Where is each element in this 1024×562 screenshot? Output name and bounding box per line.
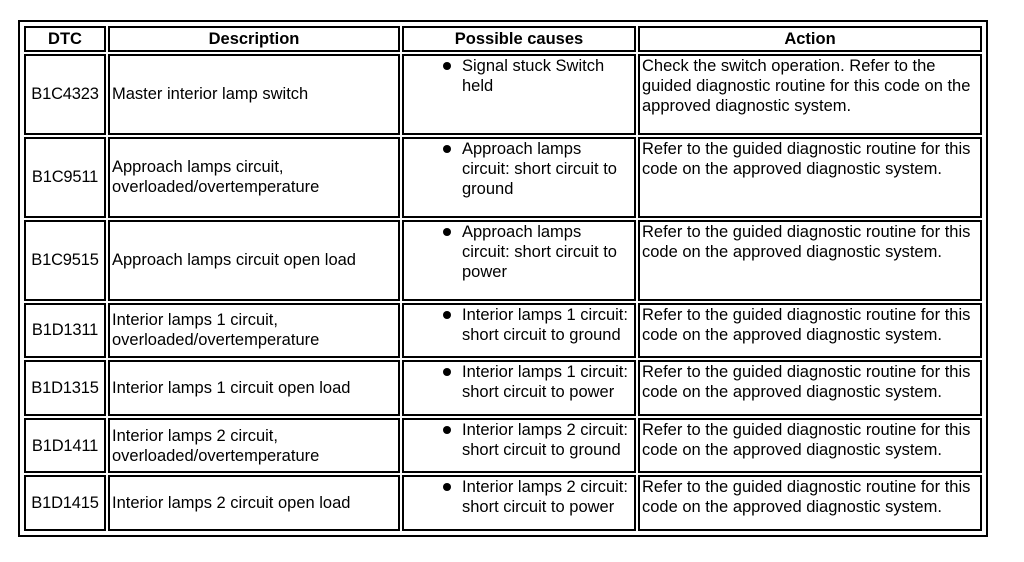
cause-text: Approach lamps circuit: short circuit to ground <box>462 139 617 198</box>
bullet-icon <box>443 483 451 491</box>
possible-cause <box>402 303 636 359</box>
possible-cause <box>402 54 636 135</box>
cause-text: Interior lamps 1 circuit: short circuit to ground <box>462 305 628 344</box>
dtc-table-frame <box>18 20 988 537</box>
possible-cause <box>402 360 636 416</box>
header-possible-causes: Possible causes <box>402 26 636 52</box>
description: Approach lamps circuit open load <box>108 220 400 301</box>
description: Master interior lamp switch <box>108 54 400 135</box>
dtc-code: B1D1311 <box>24 303 106 359</box>
dtc-code: B1C4323 <box>24 54 106 135</box>
cause-text: Approach lamps circuit: short circuit to power <box>462 222 617 281</box>
dtc-code: B1C9515 <box>24 220 106 301</box>
dtc-code: B1D1415 <box>24 475 106 531</box>
action: Refer to the guided diagnostic routine for this code on the approved diagnostic system. <box>638 475 982 531</box>
bullet-icon <box>443 145 451 153</box>
bullet-icon <box>443 62 451 70</box>
table-row <box>24 54 982 135</box>
cause-text: Interior lamps 2 circuit: short circuit to ground <box>462 420 628 459</box>
table-row <box>24 303 982 359</box>
header-action: Action <box>638 26 982 52</box>
action: Refer to the guided diagnostic routine for this code on the approved diagnostic system. <box>638 137 982 218</box>
table-row <box>24 137 982 218</box>
bullet-icon <box>443 368 451 376</box>
action: Refer to the guided diagnostic routine for this code on the approved diagnostic system. <box>638 303 982 359</box>
table-row <box>24 360 982 416</box>
dtc-code: B1D1315 <box>24 360 106 416</box>
description: Interior lamps 2 circuit open load <box>108 475 400 531</box>
possible-cause <box>402 220 636 301</box>
action: Refer to the guided diagnostic routine for this code on the approved diagnostic system. <box>638 418 982 474</box>
cause-text: Interior lamps 1 circuit: short circuit to power <box>462 363 628 402</box>
header-description: Description <box>108 26 400 52</box>
dtc-table <box>22 24 984 533</box>
action: Check the switch operation. Refer to the guided diagnostic routine for this code on the approved diagnostic system. <box>638 54 982 135</box>
table-row <box>24 220 982 301</box>
header-dtc: DTC <box>24 26 106 52</box>
bullet-icon <box>443 426 451 434</box>
dtc-code: B1D1411 <box>24 418 106 474</box>
possible-cause <box>402 137 636 218</box>
description: Interior lamps 1 circuit, overloaded/overtemperature <box>108 303 400 359</box>
cause-text: Signal stuck Switch held <box>462 57 605 95</box>
bullet-icon <box>443 311 451 319</box>
table-row <box>24 418 982 474</box>
bullet-icon <box>443 228 451 236</box>
description: Interior lamps 1 circuit open load <box>108 360 400 416</box>
table-row <box>24 475 982 531</box>
action: Refer to the guided diagnostic routine for this code on the approved diagnostic system. <box>638 220 982 301</box>
action: Refer to the guided diagnostic routine for this code on the approved diagnostic system. <box>638 360 982 416</box>
description: Approach lamps circuit, overloaded/overtemperature <box>108 137 400 218</box>
possible-cause <box>402 475 636 531</box>
dtc-code: B1C9511 <box>24 137 106 218</box>
description: Interior lamps 2 circuit, overloaded/overtemperature <box>108 418 400 474</box>
cause-text: Interior lamps 2 circuit: short circuit to power <box>462 478 628 517</box>
table-header-row <box>24 26 982 52</box>
possible-cause <box>402 418 636 474</box>
